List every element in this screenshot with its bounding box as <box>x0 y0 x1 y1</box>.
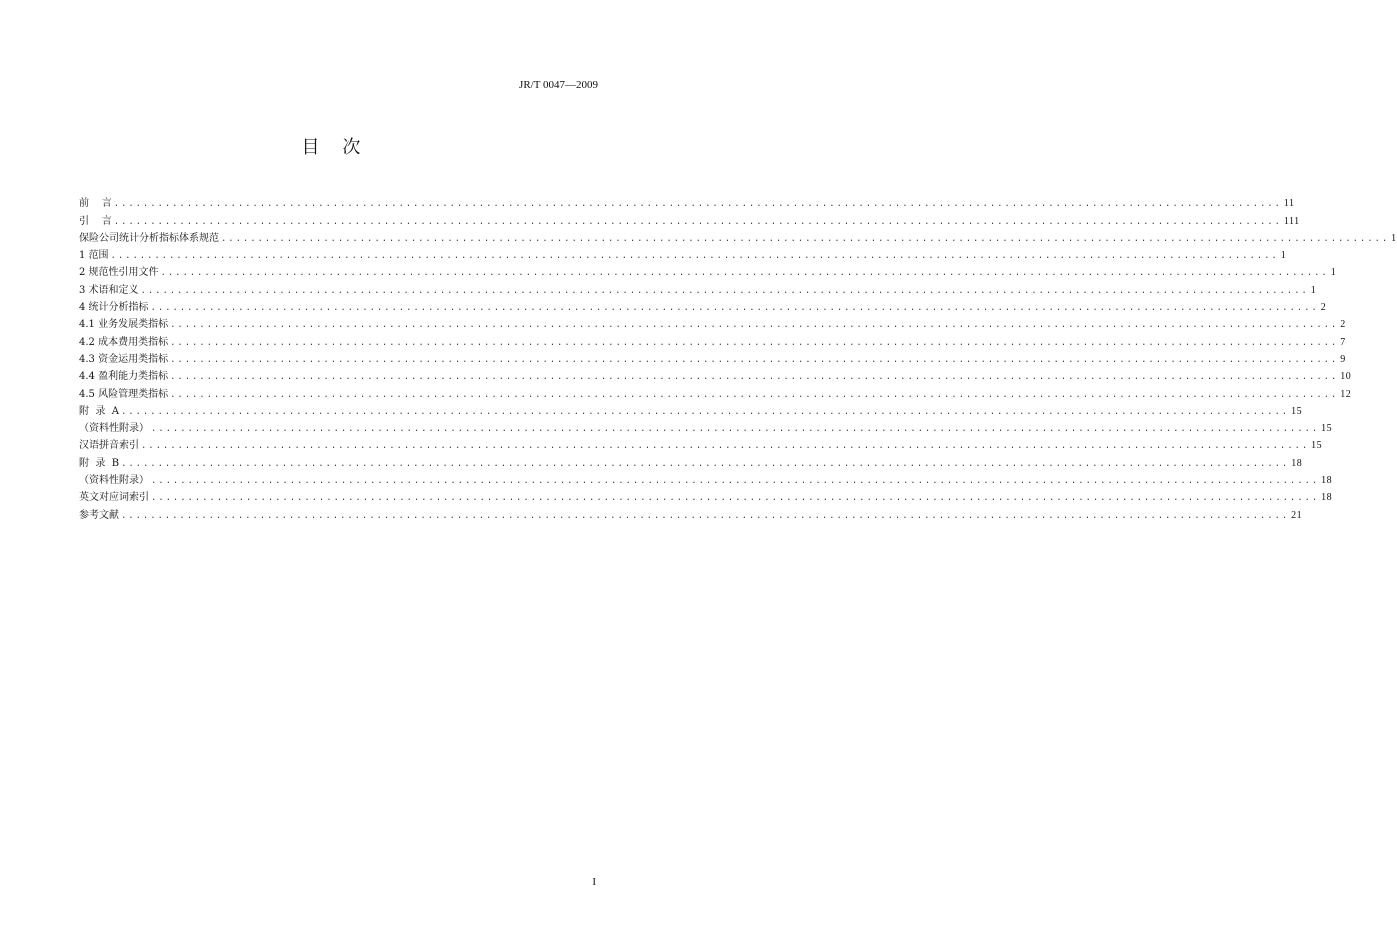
toc-entry-page: 1 <box>1391 232 1397 244</box>
toc-entry[interactable] <box>79 279 1317 296</box>
toc-entry-label: 保险公司统计分析指标体系规范 <box>79 232 219 244</box>
toc-entry[interactable] <box>79 383 1352 400</box>
toc-dot-leader: ................................................................................................................................................................ <box>151 476 1320 487</box>
toc-entry-page: 10 <box>1340 371 1352 383</box>
toc-entry-page: 18 <box>1321 492 1333 504</box>
toc-entry[interactable] <box>79 452 1303 469</box>
toc-entry-label: 附 录 B <box>79 457 120 469</box>
toc-entry[interactable] <box>79 210 1300 227</box>
document-code: JR/T 0047—2009 <box>519 79 598 91</box>
toc-entry[interactable] <box>79 245 1287 262</box>
toc-entry[interactable] <box>79 366 1352 383</box>
toc-entry[interactable] <box>79 504 1303 521</box>
toc-entry-page: 12 <box>1340 388 1352 400</box>
toc-entry[interactable] <box>79 262 1337 279</box>
toc-entry-page: 18 <box>1291 457 1303 469</box>
toc-dot-leader: ................................................................................................................................................................ <box>113 199 1282 210</box>
toc-entry-page: 21 <box>1291 509 1303 521</box>
toc-dot-leader: ................................................................................................................................................................ <box>151 424 1320 435</box>
toc-entry-page: 111 <box>1283 215 1300 227</box>
toc-dot-leader: ................................................................................................................................................................ <box>121 458 1290 469</box>
toc-entry-page: 9 <box>1340 353 1346 365</box>
toc-entry[interactable] <box>79 487 1333 504</box>
table-of-contents <box>79 193 1397 522</box>
toc-entry-page: 2 <box>1340 319 1346 331</box>
toc-entry[interactable] <box>79 228 1397 245</box>
toc-entry-page: 1 <box>1310 284 1317 296</box>
toc-entry-page: 15 <box>1311 440 1323 452</box>
toc-entry-label: 4.2 成本费用类指标 <box>79 336 169 348</box>
toc-dot-leader: ................................................................................................................................................................ <box>221 233 1390 244</box>
page-number: I <box>592 876 596 888</box>
toc-entry-label: 附 录 A <box>79 405 119 417</box>
toc-dot-leader: ................................................................................................................................................................ <box>140 285 1309 296</box>
toc-entry-label: 4.1 业务发展类指标 <box>79 319 169 331</box>
toc-entry[interactable] <box>79 418 1333 435</box>
toc-dot-leader: ................................................................................................................................................................ <box>170 389 1339 400</box>
toc-entry-page: 1 <box>1330 267 1337 279</box>
toc-entry-label: （资料性附录） <box>79 475 149 487</box>
toc-dot-leader: ................................................................................................................................................................ <box>141 441 1310 452</box>
toc-entry[interactable] <box>79 435 1323 452</box>
toc-entry[interactable] <box>79 297 1327 314</box>
toc-entry[interactable] <box>79 314 1346 331</box>
toc-entry[interactable] <box>79 331 1346 348</box>
toc-entry-page: 1 <box>1280 250 1287 262</box>
toc-entry-page: 2 <box>1320 302 1327 314</box>
page-title: 目 次 <box>301 137 361 158</box>
toc-entry-label: 4.5 风险管理类指标 <box>79 388 169 400</box>
toc-dot-leader: ................................................................................................................................................................ <box>170 372 1339 383</box>
toc-entry-page: 15 <box>1321 423 1333 435</box>
toc-entry-label: 前 言 <box>79 198 112 210</box>
toc-dot-leader: ................................................................................................................................................................ <box>113 216 1282 227</box>
toc-entry[interactable] <box>79 401 1303 418</box>
toc-entry-label: 4.3 资金运用类指标 <box>79 353 169 365</box>
toc-entry-label: （资料性附录） <box>79 423 149 435</box>
toc-entry-label: 汉语拼音索引 <box>79 440 139 452</box>
toc-entry-label: 1 范围 <box>79 250 109 262</box>
toc-dot-leader: ................................................................................................................................................................ <box>170 320 1339 331</box>
toc-entry-page: 18 <box>1321 475 1333 487</box>
toc-dot-leader: ................................................................................................................................................................ <box>121 510 1290 521</box>
toc-dot-leader: ................................................................................................................................................................ <box>120 406 1290 417</box>
toc-dot-leader: ................................................................................................................................................................ <box>110 251 1279 262</box>
toc-dot-leader: ................................................................................................................................................................ <box>160 268 1329 279</box>
toc-dot-leader: ................................................................................................................................................................ <box>170 354 1339 365</box>
toc-entry-label: 参考文献 <box>79 509 119 521</box>
toc-entry[interactable] <box>79 193 1295 210</box>
toc-entry-page: 7 <box>1340 336 1346 348</box>
toc-dot-leader: ................................................................................................................................................................ <box>170 337 1339 348</box>
toc-dot-leader: ................................................................................................................................................................ <box>150 303 1319 314</box>
toc-entry-label: 3 术语和定义 <box>79 284 139 296</box>
toc-entry-label: 4 统计分析指标 <box>79 302 149 314</box>
toc-entry[interactable] <box>79 349 1346 366</box>
toc-entry-label: 引 言 <box>79 215 112 227</box>
toc-entry-label: 4.4 盈利能力类指标 <box>79 371 169 383</box>
toc-entry-page: 11 <box>1283 198 1295 210</box>
toc-entry[interactable] <box>79 470 1333 487</box>
toc-entry-page: 15 <box>1291 405 1303 417</box>
toc-entry-label: 英文对应词索引 <box>79 492 149 504</box>
toc-dot-leader: ................................................................................................................................................................ <box>151 493 1320 504</box>
toc-entry-label: 2 规范性引用文件 <box>79 267 159 279</box>
